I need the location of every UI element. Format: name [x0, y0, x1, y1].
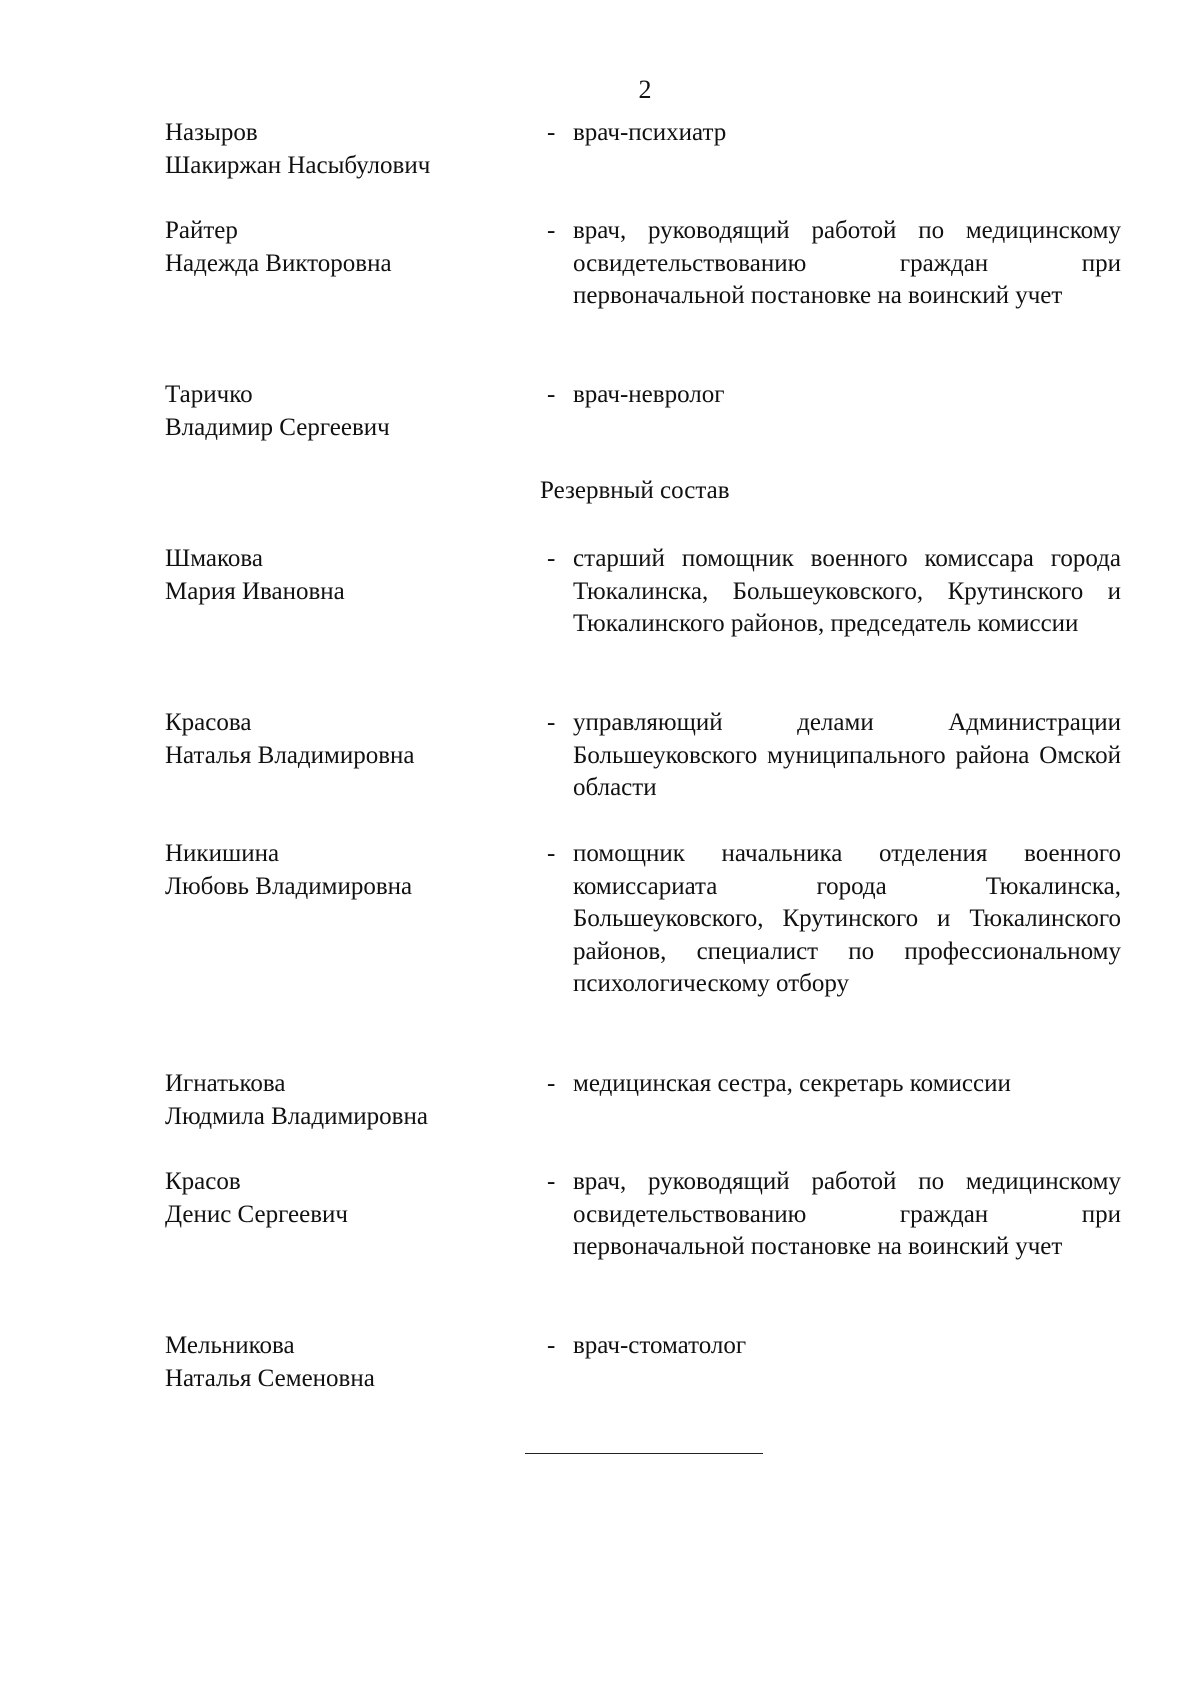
member-role: старший помощник военного комиссара города Тюкалинска, Большеуковского, Крутинского и Тюкалинского районов, председатель комиссии — [573, 545, 1121, 638]
member-name — [165, 838, 545, 903]
dash-separator: - — [547, 1168, 556, 1195]
member-surname: Райтер — [165, 217, 238, 244]
member-name — [165, 117, 545, 182]
dash-separator: - — [547, 709, 556, 736]
member-name — [165, 1166, 545, 1231]
member-surname: Таричко — [165, 381, 253, 408]
member-given-names: Мария Ивановна — [165, 577, 345, 605]
member-role: врач-невролог — [573, 381, 725, 408]
member-given-names: Наталья Семеновна — [165, 1364, 375, 1392]
member-name — [165, 1330, 545, 1395]
member-given-names: Надежда Викторовна — [165, 249, 392, 277]
member-surname: Никишина — [165, 840, 280, 867]
member-given-names: Наталья Владимировна — [165, 741, 415, 769]
end-of-list-rule — [525, 1453, 763, 1454]
member-name — [165, 1068, 545, 1133]
member-surname: Назыров — [165, 119, 258, 146]
member-given-names: Людмила Владимировна — [165, 1102, 428, 1130]
member-surname: Красов — [165, 1168, 241, 1195]
member-surname: Игнатькова — [165, 1070, 286, 1097]
member-role: врач-психиатр — [573, 119, 727, 146]
member-role: врач-стоматолог — [573, 1332, 747, 1359]
member-name — [165, 707, 545, 772]
member-given-names: Любовь Владимировна — [165, 872, 413, 900]
member-role: врач, руководящий работой по медицинскому освидетельствованию граждан при первоначальной постановке на воинский учет — [573, 217, 1121, 310]
member-name — [165, 379, 545, 444]
member-given-names: Владимир Сергеевич — [165, 413, 390, 441]
member-given-names: Шакиржан Насыбулович — [165, 151, 431, 179]
member-name — [165, 543, 545, 608]
member-surname: Мельникова — [165, 1332, 295, 1359]
member-role: управляющий делами Администрации Большеуковского муниципального района Омской области — [573, 709, 1121, 802]
dash-separator: - — [547, 545, 556, 572]
dash-separator: - — [547, 119, 556, 146]
section-heading-reserve: Резервный состав — [540, 477, 730, 504]
page-number: 2 — [638, 75, 652, 104]
dash-separator: - — [547, 217, 556, 244]
dash-separator: - — [547, 381, 556, 408]
member-name — [165, 215, 545, 280]
member-role: медицинская сестра, секретарь комиссии — [573, 1070, 1011, 1097]
member-role: помощник начальника отделения военного комиссариата города Тюкалинска, Большеуковского, Крутинского и Тюкалинского районов, специалист по профессиональному психологическому отбору — [573, 840, 1121, 998]
dash-separator: - — [547, 840, 556, 867]
member-given-names: Денис Сергеевич — [165, 1200, 349, 1228]
dash-separator: - — [547, 1070, 556, 1097]
member-surname: Шмакова — [165, 545, 263, 572]
member-surname: Красова — [165, 709, 252, 736]
member-role: врач, руководящий работой по медицинскому освидетельствованию граждан при первоначальной постановке на воинский учет — [573, 1168, 1121, 1261]
dash-separator: - — [547, 1332, 556, 1359]
